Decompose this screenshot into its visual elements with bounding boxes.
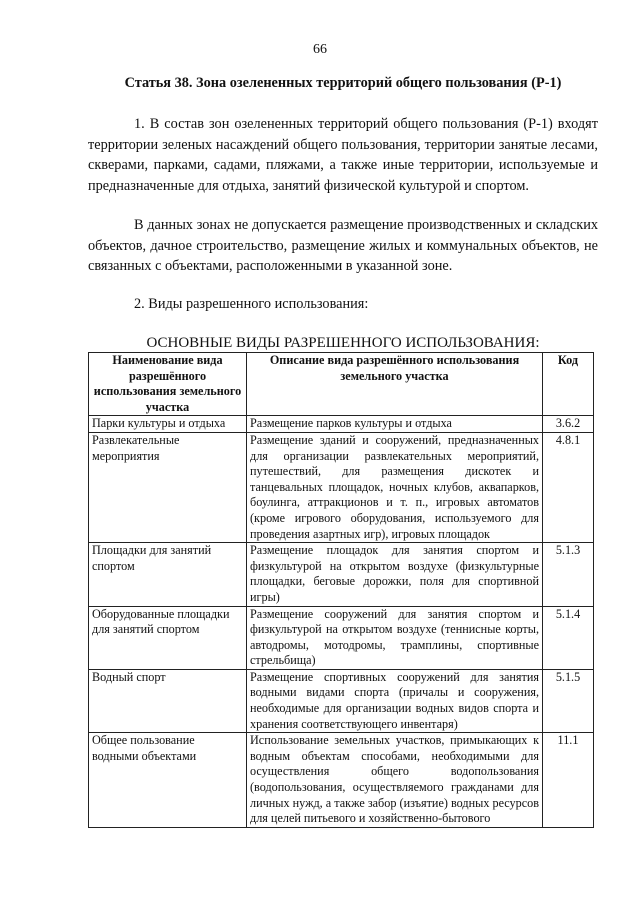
row-description: Размещение зданий и сооружений, предназначенных для организации развлекательных мероприятий, путешествий, для размещения дискотек и танцевальных площадок, ночных клубов, аквапарков, боулинга, аттракционов и т. п., игровых автоматов (кроме игрового оборудования, используемого для проведения азартных игр), игровых площадок <box>247 432 543 542</box>
article-title: Статья 38. Зона озелененных территорий общего пользования (Р-1) <box>124 75 562 91</box>
row-name: Площадки для занятий спортом <box>89 543 247 606</box>
row-description: Использование земельных участков, примыкающих к водным объектам способами, необходимыми для осуществления общего водопользования (водопользования, осуществляемого гражданами для личных нужд, а также забор (изъятие) водных ресурсов для целей питьевого и хозяйственно-бытового <box>247 733 543 828</box>
page-number: 66 <box>313 42 327 57</box>
paragraph-permitted-uses <box>88 294 598 315</box>
table-row <box>89 543 594 606</box>
paragraph-restrictions <box>88 215 598 277</box>
row-code: 11.1 <box>543 733 594 828</box>
row-code: 5.1.3 <box>543 543 594 606</box>
table-row <box>89 669 594 732</box>
table-row <box>89 606 594 669</box>
row-name: Общее пользование водными объектами <box>89 733 247 828</box>
row-description: Размещение сооружений для занятия спортом и физкультурой на открытом воздухе (теннисные корты, автодромы, мотодромы, трамплины, спортивные стрельбища) <box>247 606 543 669</box>
row-code: 3.6.2 <box>543 416 594 433</box>
table-row <box>89 733 594 828</box>
table-row <box>89 416 594 433</box>
row-code: 4.8.1 <box>543 432 594 542</box>
row-code: 5.1.5 <box>543 669 594 732</box>
row-name: Оборудованные площадки для занятий спортом <box>89 606 247 669</box>
row-description: Размещение спортивных сооружений для занятия водными видами спорта (причалы и сооружения, необходимые для организации водных видов спорта и хранения соответствующего инвентаря) <box>247 669 543 732</box>
paragraph-text: В данных зонах не допускается размещение производственных и складских объектов, дачное строительство, размещение жилых и коммунальных объектов, не связанных с объектами, расположенными в указанной зоне. <box>88 217 598 274</box>
table-heading: ОСНОВНЫЕ ВИДЫ РАЗРЕШЕННОГО ИСПОЛЬЗОВАНИЯ: <box>146 335 540 351</box>
row-name: Водный спорт <box>89 669 247 732</box>
row-code: 5.1.4 <box>543 606 594 669</box>
table-row <box>89 432 594 542</box>
paragraph-text: 1. В состав зон озелененных территорий общего пользования (Р-1) входят территории зеленых насаждений общего пользования, территории занятые лесами, скверами, парками, садами, пляжами, а также иные территории, используемые и предназначенные для отдыха, занятий физической культурой и спортом. <box>88 116 598 194</box>
paragraph-text: 2. Виды разрешенного использования: <box>134 296 369 312</box>
row-description: Размещение парков культуры и отдыха <box>247 416 543 433</box>
header-name: Наименование вида разрешённого использования земельного участка <box>89 353 247 416</box>
table-header-row <box>89 353 594 416</box>
permitted-uses-table <box>88 352 594 828</box>
header-description: Описание вида разрешённого использования земельного участка <box>247 353 543 416</box>
row-name: Парки культуры и отдыха <box>89 416 247 433</box>
row-description: Размещение площадок для занятия спортом и физкультурой на открытом воздухе (физкультурные площадки, беговые дорожки, поля для спортивной игры) <box>247 543 543 606</box>
row-name: Развлекательные мероприятия <box>89 432 247 542</box>
paragraph-composition <box>88 114 598 196</box>
header-code: Код <box>543 353 594 416</box>
